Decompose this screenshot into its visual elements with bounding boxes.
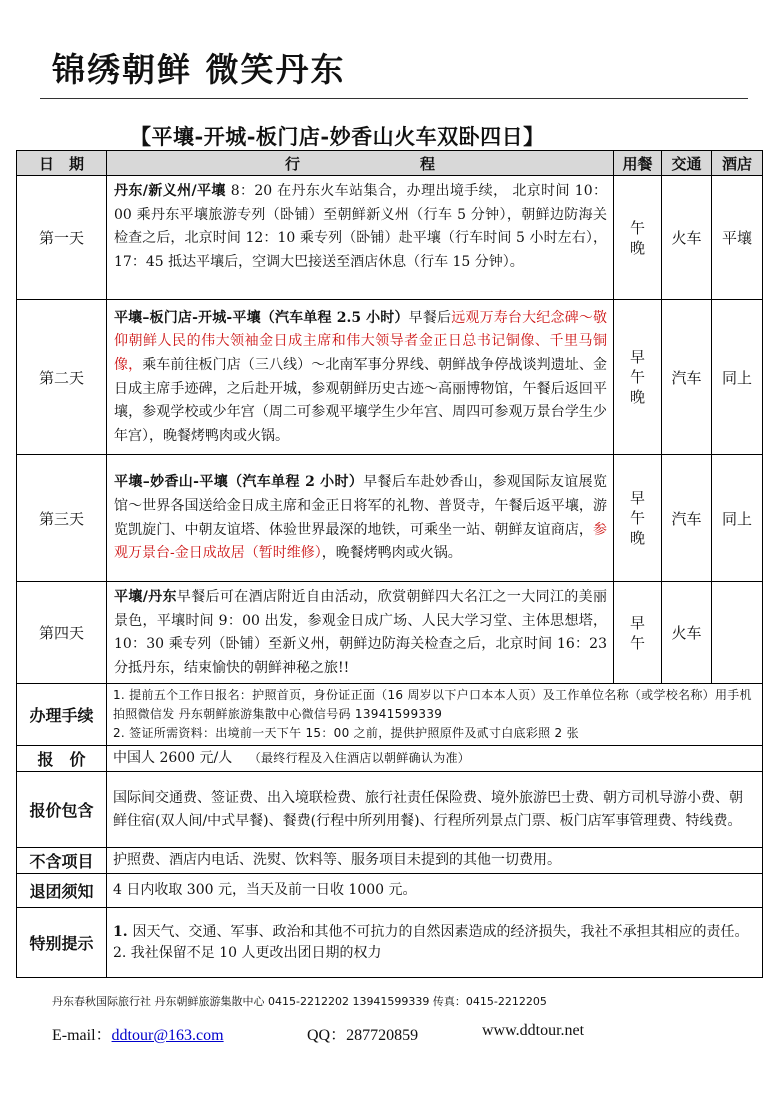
price-content xyxy=(107,746,763,772)
day-row-1 xyxy=(17,176,763,300)
refund-row xyxy=(17,874,763,908)
notice-label: 特别提示 xyxy=(17,908,107,978)
day-row-2 xyxy=(17,300,763,455)
email-label: E-mail： xyxy=(52,1027,112,1044)
table-header-row xyxy=(17,151,763,176)
excluded-label: 不含项目 xyxy=(17,848,107,874)
procedures-line: 1. 提前五个工作日报名：护照首页，身份证正面（16 周岁以下户口本本人页）及工作单位名称（或学校名称）用手机拍照微信发 丹东朝鲜旅游集散中心微信号码 13941599339 xyxy=(113,688,752,722)
day-label: 第二天 xyxy=(17,300,107,455)
day-meals xyxy=(614,300,662,455)
included-content: 国际间交通费、签证费、出入境联检费、旅行社责任保险费、境外旅游巴士费、朝方司机导游小费、朝鲜住宿(双人间/中式早餐)、餐费(行程中所列用餐)、行程所列景点门票、板门店军事管理费、特线费。 xyxy=(107,772,763,848)
day-highlight: 远观万寿台大纪念碑～敬仰朝鲜人民的伟大领袖金日成主席和伟大领导者金正日总书记铜像、千里马铜像， xyxy=(114,309,608,373)
banner-title: 锦绣朝鲜 微笑丹东 xyxy=(52,50,346,89)
day-meals xyxy=(614,176,662,300)
day-itinerary xyxy=(107,300,614,455)
day-row-3 xyxy=(17,455,763,582)
price-value: 中国人 2600 元/人 xyxy=(113,750,233,767)
day-highlight: 参观万景台-金日成故居（暂时维修） xyxy=(114,521,607,562)
procedures-line: 2. 签证所需资料：出境前一天下午 15：00 之前，提供护照原件及贰寸白底彩照 2 张 xyxy=(113,726,579,741)
procedures-row xyxy=(17,684,763,746)
day-route: 平壤–板门店-开城-平壤（汽车单程 2.5 小时） xyxy=(114,309,409,326)
day-hotel xyxy=(712,582,763,684)
excluded-content: 护照费、酒店内电话、洗熨、饮料等、服务项目未提到的其他一切费用。 xyxy=(107,848,763,874)
header-divider xyxy=(40,98,748,99)
procedures-label: 办理手续 xyxy=(17,684,107,746)
procedures-content xyxy=(107,684,763,746)
day-route: 平壤–妙香山-平壤（汽车单程 2 小时） xyxy=(114,474,364,491)
day-meals xyxy=(614,455,662,582)
notice-number: 1. xyxy=(113,923,133,940)
day-row-4 xyxy=(17,582,763,684)
day-meals xyxy=(614,582,662,684)
day-itinerary xyxy=(107,176,614,300)
header-hotel: 酒店 xyxy=(712,151,763,176)
email-link[interactable]: ddtour@163.com xyxy=(111,1027,224,1044)
meal-item: 午 xyxy=(629,509,645,527)
day-label: 第一天 xyxy=(17,176,107,300)
tour-title: 【平壤-开城-板门店-妙香山火车双卧四日】 xyxy=(130,124,545,149)
meal-item: 午 xyxy=(629,368,645,386)
included-label: 报价包含 xyxy=(17,772,107,848)
day-text: 8：20 在丹东火车站集合，办理出境手续， 北京时间 10：00 乘丹东平壤旅游专列（卧铺）至朝鲜新义州（行车 5 分钟），朝鲜边防海关检查之后，北京时间 12：10 乘专列（卧铺）赴平壤（行车时间 5 小时左右），17：45 抵达平壤后，空调大巴接送至酒店休息（行车 15 分钟）。 xyxy=(114,183,607,270)
day-transport: 火车 xyxy=(662,176,712,300)
header-transport: 交通 xyxy=(662,151,712,176)
meal-item: 午 xyxy=(629,218,645,237)
meal-item: 午 xyxy=(629,633,645,652)
meal-item: 早 xyxy=(629,489,645,507)
day-route: 丹东/新义州/平壤 xyxy=(114,183,226,199)
day-text: ，晚餐烤鸭肉或火锅。 xyxy=(321,545,462,562)
day-transport: 火车 xyxy=(662,582,712,684)
day-hotel: 同上 xyxy=(712,455,763,582)
day-text: 早餐后 xyxy=(408,309,452,326)
day-transport: 汽车 xyxy=(662,300,712,455)
day-hotel: 平壤 xyxy=(712,176,763,300)
refund-content: 4 日内收取 300 元，当天及前一日收 1000 元。 xyxy=(107,874,763,908)
price-row xyxy=(17,746,763,772)
day-text: 乘车前往板门店（三八线）～北南军事分界线、朝鲜战争停战谈判遗址、金日成主席手迹碑，之后赴开城，参观朝鲜历史古迹～高丽博物馆，午餐后返回平壤，参观学校或少年宫（周二可参观平壤学生少年宫、周四可参观万景台学生少年宫），晚餐烤鸭肉或火锅。 xyxy=(114,356,608,444)
notice-content xyxy=(107,908,763,978)
included-row xyxy=(17,772,763,848)
qq-label: QQ： xyxy=(307,1027,347,1044)
day-text: 早餐后车赴妙香山，参观国际友谊展览馆～世界各国送给金日成主席和金正日将军的礼物、普贤寺，午餐后返平壤，游览凯旋门、中朝友谊塔、体验世界最深的地铁，可乘坐一站、朝鲜友谊商店， xyxy=(114,474,607,538)
meal-item: 晚 xyxy=(629,529,645,547)
day-itinerary xyxy=(107,582,614,684)
meal-item: 早 xyxy=(629,348,645,366)
refund-label: 退团须知 xyxy=(17,874,107,908)
website-text: www.ddtour.net xyxy=(482,1022,585,1039)
meal-item: 早 xyxy=(629,613,645,632)
meal-item: 晚 xyxy=(629,238,645,257)
day-itinerary xyxy=(107,455,614,582)
notice-row xyxy=(17,908,763,978)
day-label: 第三天 xyxy=(17,455,107,582)
meal-item: 晚 xyxy=(629,388,645,406)
price-label: 报 价 xyxy=(17,746,107,772)
header-meal: 用餐 xyxy=(614,151,662,176)
day-label: 第四天 xyxy=(17,582,107,684)
agency-info: 丹东春秋国际旅行社 丹东朝鲜旅游集散中心 0415-2212202 13941599339 传真：0415-2212205 xyxy=(52,995,547,1008)
itinerary-table xyxy=(16,150,763,978)
qq-number: 287720859 xyxy=(346,1027,419,1044)
qq-block xyxy=(307,1022,418,1045)
notice-line: 2. 我社保留不足 10 人更改出团日期的权力 xyxy=(113,944,382,961)
header-date: 日 期 xyxy=(17,151,107,176)
day-transport: 汽车 xyxy=(662,455,712,582)
excluded-row xyxy=(17,848,763,874)
notice-line: 因天气、交通、军事、政治和其他不可抗力的自然因素造成的经济损失，我社不承担其相应的责任。 xyxy=(132,923,749,940)
price-note: （最终行程及入住酒店以朝鲜确认为准） xyxy=(248,751,471,766)
day-route: 平壤/丹东 xyxy=(114,589,177,605)
header-itinerary: 行 程 xyxy=(107,151,614,176)
email-block xyxy=(52,1022,224,1045)
day-text: 早餐后可在酒店附近自由活动，欣赏朝鲜四大名江之一大同江的美丽景色，平壤时间 9：00 出发，参观金日成广场、人民大学习堂、主体思想塔， 10：30 乘专列（卧铺）至新义州，朝鲜边防海关检查之后，北京时间 16：23 分抵丹东，结束愉快的朝鲜神秘之旅!! xyxy=(114,589,607,676)
day-hotel: 同上 xyxy=(712,300,763,455)
